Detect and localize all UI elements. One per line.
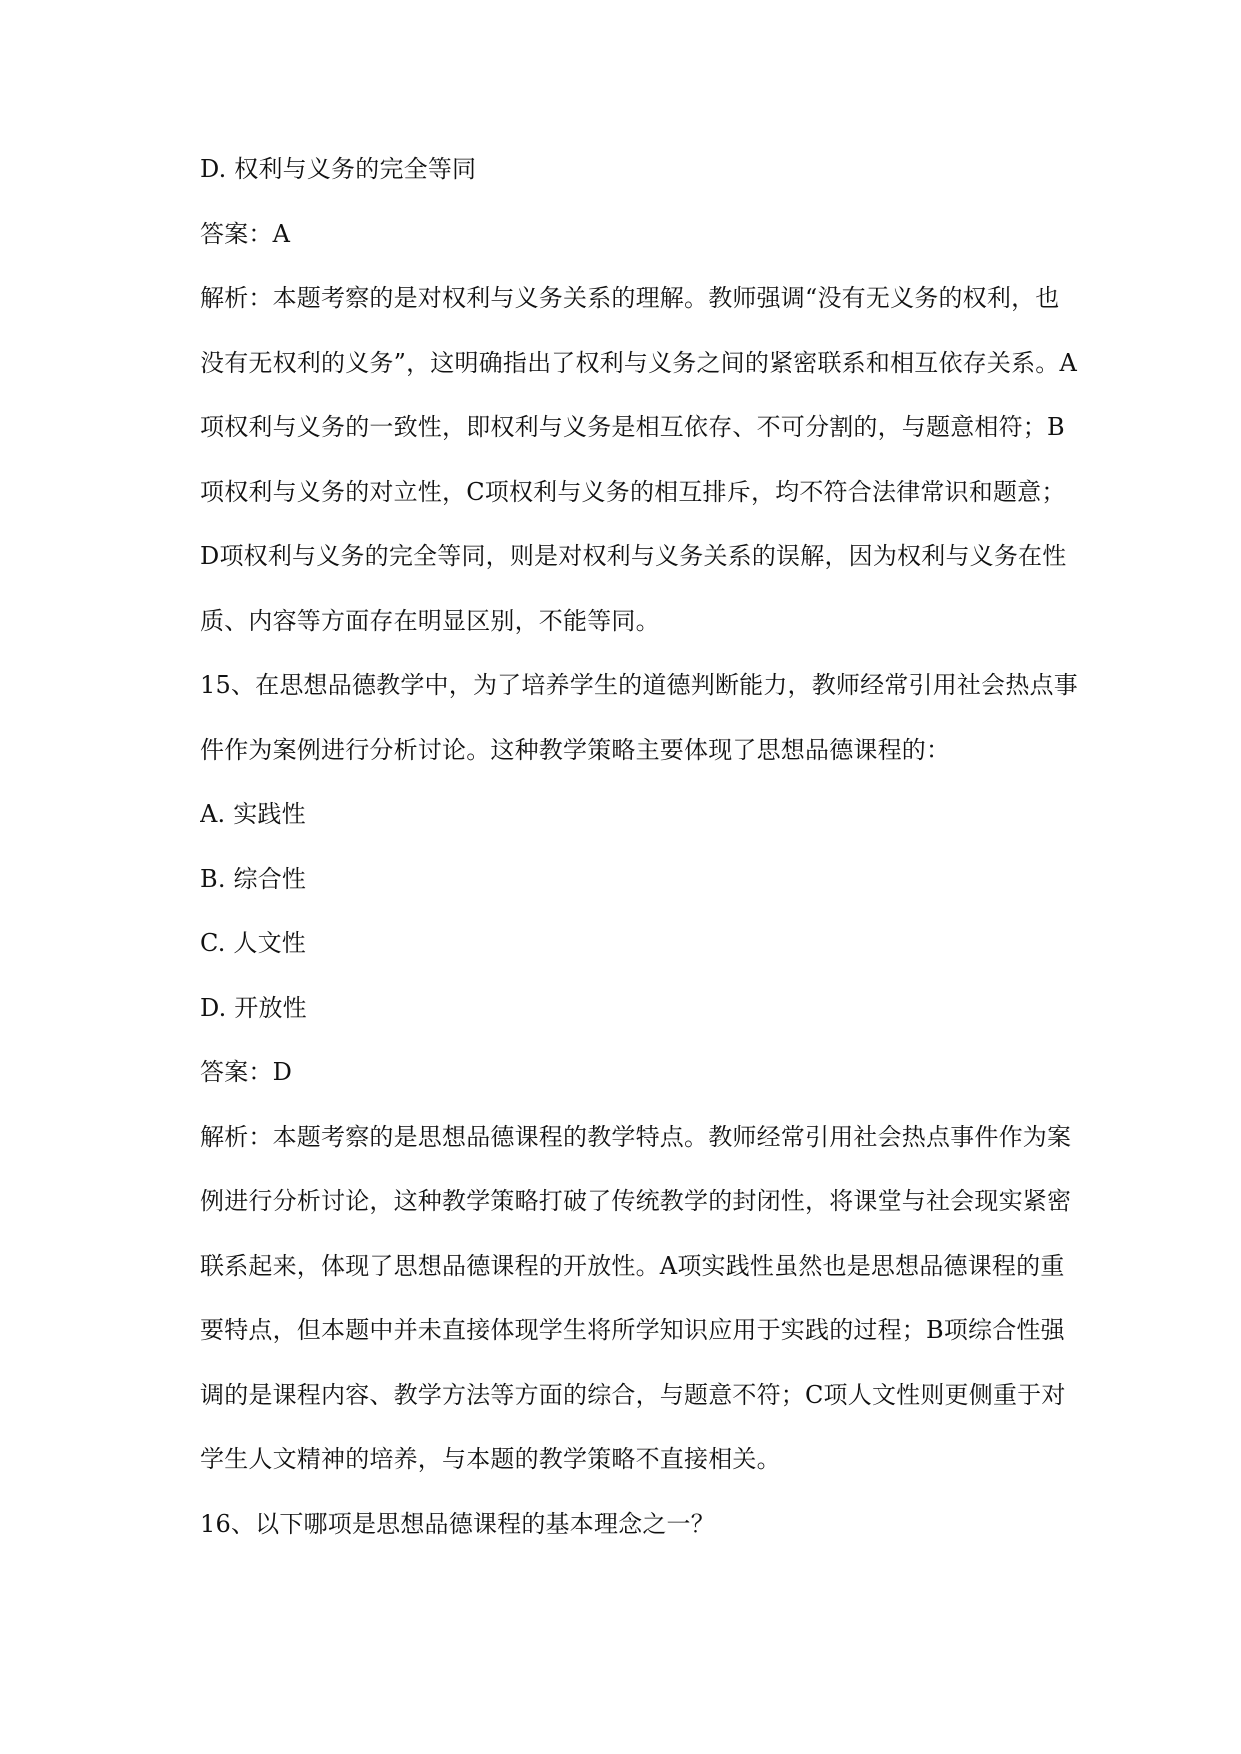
analysis-q14-line-6: 质、内容等方面存在明显区别，不能等同。 (200, 606, 660, 635)
option-a-q15: A. 实践性 (200, 800, 306, 828)
analysis-q14-line-4: 项权利与义务的对立性，C项权利与义务的相互排斥，均不符合法律常识和题意； (200, 477, 1066, 506)
option-c-q15: C. 人文性 (200, 929, 306, 957)
question-15-line-2: 件作为案例进行分析讨论。这种教学策略主要体现了思想品德课程的： (200, 735, 951, 764)
option-d-q15: D. 开放性 (200, 993, 307, 1022)
analysis-q15-line-2: 例进行分析讨论，这种教学策略打破了传统教学的封闭性，将课堂与社会现实紧密 (200, 1187, 1072, 1215)
analysis-q14-line-5: D项权利与义务的完全等同，则是对权利与义务关系的误解，因为权利与义务在性 (200, 542, 1067, 570)
analysis-q14-line-2: 没有无权利的义务”，这明确指出了权利与义务之间的紧密联系和相互依存关系。A (200, 348, 1077, 377)
analysis-q15-line-6: 学生人文精神的培养，与本题的教学策略不直接相关。 (200, 1445, 781, 1473)
document-body (200, 137, 1090, 1556)
answer-q14: 答案：A (200, 219, 291, 248)
analysis-q14-line-1: 解析：本题考察的是对权利与义务关系的理解。教师强调“没有无义务的权利，也 (200, 284, 1060, 312)
analysis-q15-line-3: 联系起来，体现了思想品德课程的开放性。A项实践性虽然也是思想品德课程的重 (200, 1251, 1065, 1280)
question-16: 16、以下哪项是思想品德课程的基本理念之一？ (200, 1509, 715, 1538)
option-b-q15: B. 综合性 (200, 864, 307, 893)
analysis-q15-line-4: 要特点，但本题中并未直接体现学生将所学知识应用于实践的过程；B项综合性强 (200, 1316, 1065, 1344)
option-d-q14: D. 权利与义务的完全等同 (200, 155, 477, 183)
question-15-line-1: 15、在思想品德教学中，为了培养学生的道德判断能力，教师经常引用社会热点事 (200, 671, 1078, 699)
analysis-q15-line-5: 调的是课程内容、教学方法等方面的综合，与题意不符；C项人文性则更侧重于对 (200, 1380, 1066, 1409)
answer-q15: 答案：D (200, 1058, 293, 1086)
analysis-q15-line-1: 解析：本题考察的是思想品德课程的教学特点。教师经常引用社会热点事件作为案 (200, 1122, 1072, 1151)
analysis-q14-line-3: 项权利与义务的一致性，即权利与义务是相互依存、不可分割的，与题意相符；B (200, 413, 1065, 441)
